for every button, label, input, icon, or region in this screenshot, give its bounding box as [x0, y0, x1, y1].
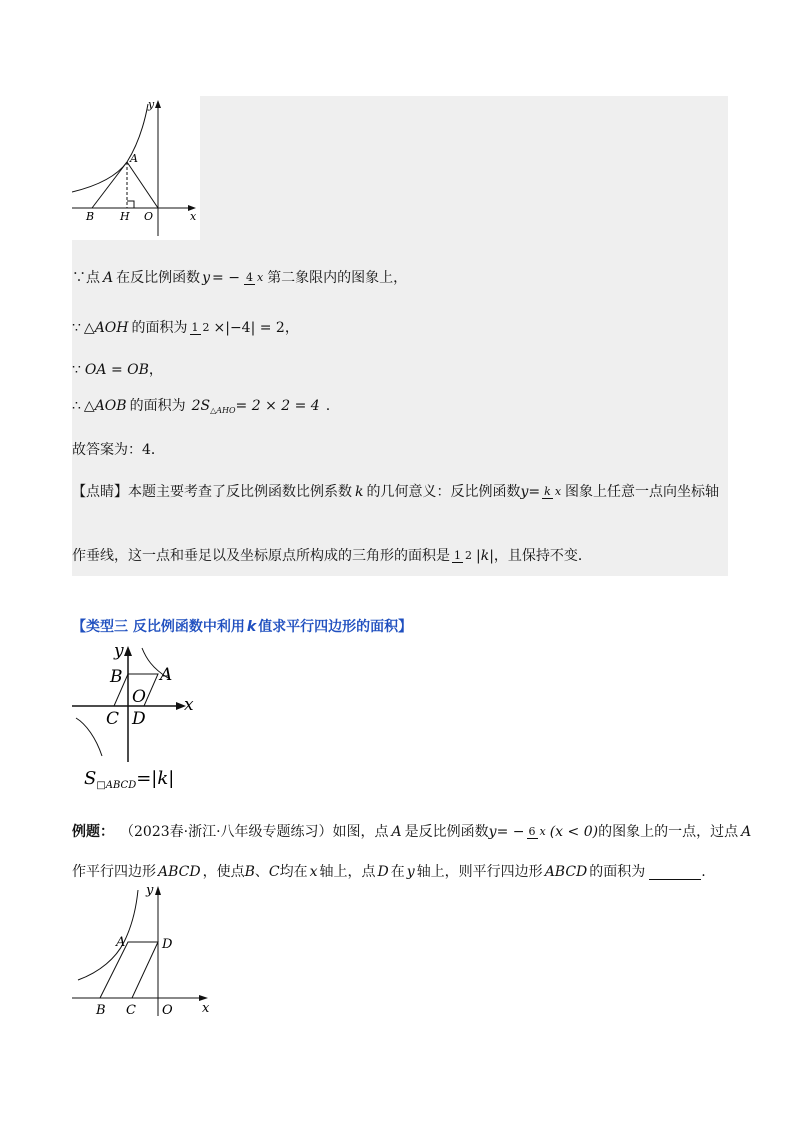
fig3-label-o: O [162, 1003, 173, 1018]
example-line-1: 例题： （2023春·浙江·八年级专题练习）如图，点 A 是反比例函数 y = − 6 x (x < 0) 的图象上的一点，过点 A [72, 824, 752, 840]
solution-line-1: ∵点 A 在反比例函数 y = − 4 x 第二象限内的图象上， [72, 270, 408, 286]
fig3-parallelogram [100, 942, 158, 998]
solution-line-2: ∵ △AOH 的面积为 1 2 ×|−4| = 2 ， [72, 320, 299, 336]
fig2-label-b: B [110, 667, 123, 687]
fig2-label-c: C [106, 709, 120, 729]
fig1-segment-ab [92, 162, 127, 208]
fig2-formula [84, 768, 174, 790]
fig2-formula-s: S [84, 768, 97, 789]
fig2-label-a: A [160, 665, 173, 685]
fig2-label-o: O [132, 687, 146, 707]
answer-line: 故答案为：4． [72, 442, 165, 458]
fig1-label-a: A [130, 152, 138, 165]
type-3-heading: 【类型三 反比例函数中利用 k 值求平行四边形的面积】 [72, 619, 413, 635]
figure-2 [72, 640, 202, 790]
fig2-label-x: x [184, 695, 194, 715]
solution-line-3: ∵ OA = OB ， [72, 362, 163, 378]
fig3-label-d: D [162, 937, 173, 952]
figure-3 [72, 880, 222, 1020]
fig2-label-d: D [132, 709, 146, 729]
fig1-hyperbola [72, 104, 148, 192]
fig2-y-arrow [124, 646, 132, 656]
fig3-y-arrow [155, 886, 161, 895]
note-line-2: 作垂线，这一点和垂足以及坐标原点所构成的三角形的面积是 1 2 |k| ，且保持不变． [72, 548, 592, 564]
fig3-label-y: y [146, 883, 154, 898]
fig1-label-h: H [120, 210, 130, 223]
fig1-right-angle [127, 201, 134, 208]
fig1-label-o: O [144, 210, 154, 223]
fig1-y-arrow [155, 100, 161, 108]
note-line-1: 【点睛】本题主要考查了反比例函数比例系数 k 的几何意义：反比例函数 y = k x 图象上任意一点向坐标轴 [72, 484, 720, 500]
fig3-label-a: A [116, 935, 126, 950]
answer-blank[interactable] [649, 865, 701, 880]
fig2-formula-sub: □ABCD [96, 780, 137, 790]
solution-line-4: ∴ △AOB 的面积为 2S △AHO = 2 × 2 = 4 . [72, 398, 331, 415]
fig3-label-x: x [202, 1001, 210, 1016]
fig1-label-b: B [86, 210, 95, 223]
fig3-label-b: B [96, 1003, 106, 1018]
fig2-formula-eq: =|k| [136, 768, 175, 789]
fig3-label-c: C [126, 1003, 136, 1018]
example-line-2: 作平行四边形 ABCD ，使点 B 、 C 均在 x 轴上，点 D 在 y 轴上，则平行四边形 ABCD 的面积为 . [72, 864, 706, 880]
fig2-label-y: y [114, 641, 124, 661]
fig3-hyperbola [78, 890, 138, 980]
fig1-label-x: x [190, 210, 197, 223]
fig1-label-y: y [148, 98, 155, 111]
figure-1 [72, 96, 200, 240]
fig2-hyperbola-left [76, 718, 102, 756]
